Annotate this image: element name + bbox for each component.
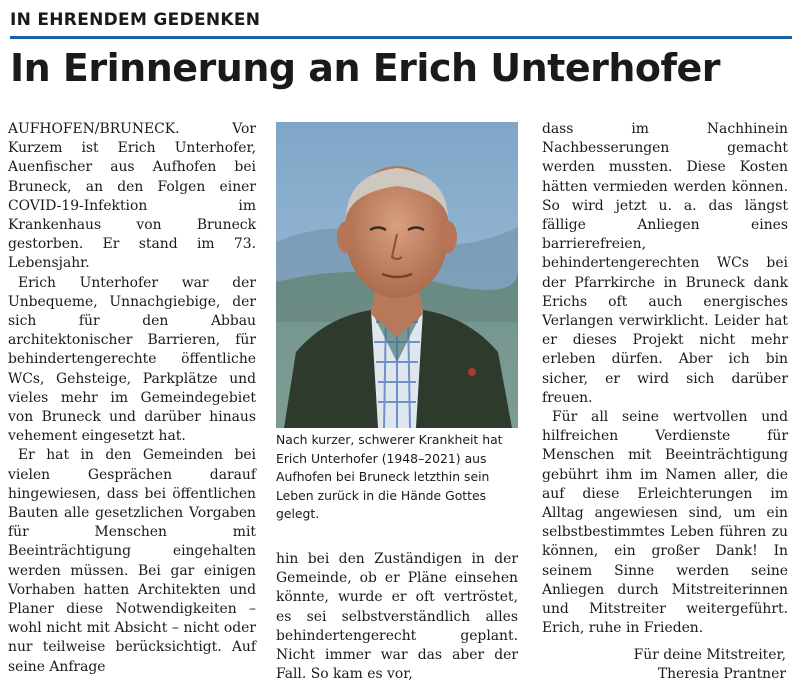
- photo-caption: Nach kurzer, schwerer Krankheit hat Erich Unterhofer (1948–2021) aus Aufhofen bei Bruneck letzthin sein Leben zurück in die Hände Gottes gelegt.: [276, 432, 503, 522]
- article-column-3: [542, 120, 788, 638]
- article-paragraph: dass im Nachhinein Nachbesserungen gemacht werden mussten. Diese Kosten hätten vermieden werden können. So wird jetzt u. a. das längst fällige Anliegen eines barrierefreien, behindertengerechten WCs bei der Pfarrkirche in Bruneck dank Erichs oft auch energisches Verlangen verwirklicht. Leider hat er dieses Projekt nicht mehr erleben dürfen. Aber ich bin sicher, er wird sich darüber freuen.: [542, 121, 788, 406]
- page-title: In Erinnerung an Erich Unterhofer: [10, 46, 721, 90]
- signature-line: Für deine Mitstreiter,: [633, 647, 786, 663]
- article-paragraph: Erich Unterhofer war der Unbequeme, Unnachgiebige, der sich für den Abbau architektonischer Barrieren, für behindertengerechte öffentliche WCs, Gehsteige, Parkplätze und vieles mehr im Gemeindegebiet von Bruneck und darüber hinaus vehement eingesetzt hat.: [8, 274, 256, 445]
- portrait-illustration: [276, 122, 518, 428]
- author-name: Theresia Prantner: [657, 666, 786, 683]
- article-paragraph: Er hat in den Gemeinden bei vielen Gesprächen darauf hingewiesen, dass bei öffentlichen Bauten alle gesetzlichen Vorgaben für Menschen mit Beeinträchtigung eingehalten werden müssen. Bei gar einigen Vorhaben hatten Architekten und Planer diese Notwendigkeiten – wohl nicht mit Absicht – nicht oder nur teilweise berücksichtigt. Auf seine Anfrage: [8, 447, 256, 675]
- article-paragraph: Für all seine wertvollen und hilfreichen Verdienste für Menschen mit Beeinträchtigung gebührt ihm im Namen aller, die auf diese Erleichterungen im Alltag angewiesen sind, um ein selbstbestimmtes Leben führen zu können, ein großer Dank! In seinem Sinne werden seine Anliegen durch Mitstreiterinnen und Mitstreiter weitergeführt. Erich, ruhe in Frieden.: [542, 409, 788, 637]
- article-paragraph: hin bei den Zuständigen in der Gemeinde, ob er Pläne einsehen könnte, wurde er oft vertröstet, es sei selbstverständlich alles behindertengerecht geplant. Nicht immer war das aber der Fall. So kam es vor,: [276, 551, 518, 683]
- article-paragraph: AUFHOFEN/BRUNECK. Vor Kurzem ist Erich Unterhofer, Auenfischer aus Aufhofen bei Bruneck, an den Folgen einer COVID-19-Infektion im Krankenhaus von Bruneck gestorben. Er stand im 73. Lebensjahr.: [8, 121, 256, 272]
- article-column-1: [8, 120, 256, 677]
- section-label: IN EHRENDEM GEDENKEN: [10, 10, 261, 30]
- article-column-2: [276, 550, 518, 684]
- section-divider: [10, 36, 792, 39]
- author-signature: [542, 646, 786, 684]
- portrait-photo: [276, 122, 518, 428]
